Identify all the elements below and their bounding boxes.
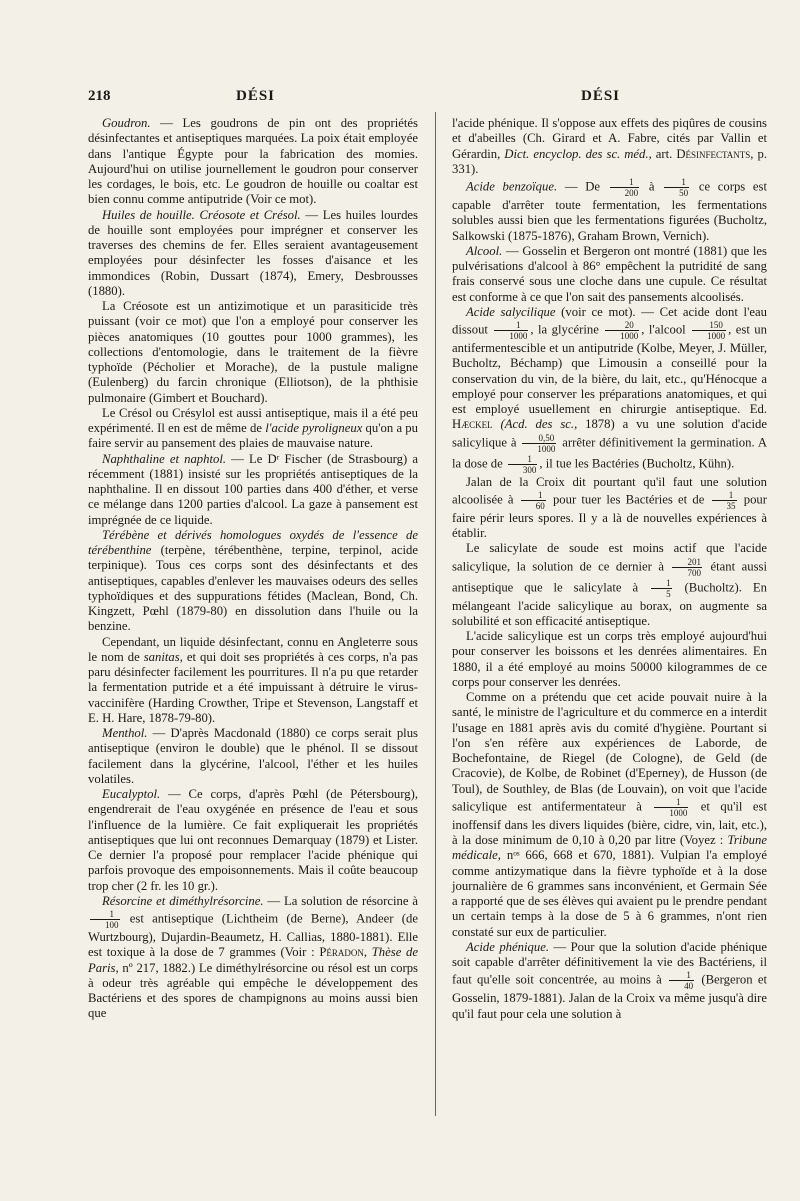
fraction (664, 177, 689, 198)
entry-naphthaline (88, 452, 418, 528)
entry-term: Résorcine et diméthylrésorcine. (102, 893, 264, 908)
entry-term: l'acide pyroligneux (265, 421, 363, 435)
fraction-numerator: 201 (672, 557, 702, 568)
paragraph-text: l'acide phénique. Il s'oppose aux effets des piqûres de cousins et d'abeilles (Ch. Girard et A. Fabre, cités par Vallin et Gérardin, (452, 116, 767, 161)
fraction (651, 578, 672, 599)
entry-term: Eucalyptol. (102, 787, 161, 801)
entry-text: — Pour que la solution d'acide phénique soit capable d'arrêter définitivement la vie des Bactériens, il faut qu'elle soit concentrée, au moins à (452, 939, 767, 987)
fraction (521, 490, 546, 511)
paragraph-cresol (88, 406, 418, 452)
entry-term: Térébène et dérivés homologues oxydés de l'essence de térébenthine (88, 527, 418, 557)
entry-text: — Les huiles lourdes de houille sont employées pour imprégner et conserver les traverses des chemins de fer. Elles seraient avantageusement employées pour désinfecter les fosses d'aisance et les immondices (Robin, Dussart (1874), Emery, Desbrousses (1880). (88, 207, 418, 298)
paragraph-text: qu'on a pu faire servir au pansement des plaies de mauvaise nature. (88, 421, 418, 451)
fraction (605, 320, 639, 341)
paragraph-text: Le salicylate de soude est moins actif que l'acide salicylique, la solution de ce dernier à (452, 541, 767, 573)
entry-text: arrêter définitivement la germination. A la dose de (452, 434, 767, 470)
fraction-denominator: 5 (666, 588, 671, 599)
paragraph-creosote: La Créosote est un antizimotique et un parasiticide très puissant (voir ce mot) que l'on a employé pour conserver les pièces anatomiques (10 gouttes pour 1000 grammes), les collections d'entomologie, dans le traitement de la fièvre typhoïde (Pécholier et Morache), de la pustule maligne (Eulenberg) du farcin chronique (Elliotson), de la phthisie pulmonaire (Gimbert et Bouchard). (88, 299, 418, 405)
entry-term: Menthol. (102, 726, 148, 740)
entry-term: Goudron. (102, 116, 151, 130)
running-head-left: DÉSI (236, 88, 276, 104)
fraction-denominator: 100 (105, 920, 119, 930)
entry-term: sanitas (143, 649, 180, 664)
entry-text: , il tue les Bactéries (Bucholtz, Kühn). (539, 455, 735, 470)
paragraph-salicylate-soude (452, 541, 767, 629)
entry-text: (voir ce mot). — Cet acide dont l'eau dissout (452, 304, 767, 337)
entry-term: Naphthaline et naphtol. (102, 451, 227, 466)
entry-text: (Bergeron et Gosselin, 1879-1881). Jalan de la Croix va même jusqu'à dire qu'il faut pour cela une solution à (452, 972, 768, 1021)
fraction (669, 970, 694, 991)
entry-text: , nº 217, 1882.) Le diméthylrésorcine ou résol est un corps à odeur très agréable qui empêche le développement des Bactériens et des spores de champignons au moins aussi bien que (88, 960, 418, 1021)
reference-title: Dict. encyclop. des sc. méd. (504, 146, 649, 161)
fraction-numerator: 20 (605, 320, 639, 331)
entry-text: — La solution de résorcine à (263, 893, 418, 908)
fraction-denominator: 1000 (537, 443, 556, 454)
fraction (508, 454, 538, 475)
entry-text: (terpène, térébenthène, terpine, terpinol, acide terpinique). Tous ces corps sont des désinfectants et des antiseptiques, capables d'enlever les mauvaises odeurs des selles typhoïdiques et des suppurations fétides (Maclean, Bond, Ch. Kingzett, Pœhl (1879-80) en dissolution dans l'huile ou la benzine. (88, 543, 418, 634)
right-column (452, 116, 767, 1022)
entry-text: , 1878) a vu une solution d'acide salicylique à (452, 417, 767, 449)
paragraph-text: Comme on a prétendu que cet acide pouvait nuire à la santé, le ministre de l'agriculture et du commerce en a interdit l'usage en 1881 après avis du comité d'hygiène. Pourtant si l'on s'en réfère aux expériences de Laborde, de Bochefontaine, de Riegel (de Cologne), de Geld (de Cracovie), de Kolbe, de Robinet (d'Eperney), de Husson (de Toul), de Southley, de Blas (de Louvain), on voit que l'acide salicylique est antifermentateur à (452, 690, 767, 814)
entry-resorcine (88, 894, 418, 1022)
entry-text: — De (557, 179, 608, 194)
fraction (712, 490, 737, 511)
fraction-numerator: 1 (494, 320, 528, 331)
fraction (654, 797, 688, 818)
fraction-denominator: 700 (687, 567, 701, 578)
fraction-numerator: 1 (90, 909, 120, 920)
entry-text: — Les goudrons de pin ont des propriétés désinfectantes et antiseptiques marquées. La poix était employée dans l'antique Égypte pour la fabrication des momies. Aujourd'hui on utilise journellement le goudron pour conserver les cordages, le bois, etc. Le goudron de houille ou coaltar est bien connu comme antiputride (Voir ce mot). (88, 116, 418, 207)
fraction (522, 433, 556, 454)
entry-alcool (452, 244, 767, 305)
entry-term: Alcool. (466, 243, 503, 258)
entry-term: Acide benzoïque. (466, 179, 558, 194)
fraction-numerator: 1 (651, 578, 672, 589)
entry-term: Acide salycilique (466, 304, 556, 319)
entry-text: — Gosselin et Bergeron ont montré (1881) que les pulvérisations d'alcool à 86° empêchent la putridité de sang frais conservé sous une cloche dans une cupule. Ce résultat est conforme à ce que l'on sait des pansements alcoolisés. (452, 243, 767, 304)
entry-text: , l'alcool (641, 322, 691, 337)
paragraph-text: Jalan de la Croix dit pourtant qu'il faut une solution alcoolisée à (452, 474, 767, 507)
fraction (672, 557, 702, 578)
entry-text: , est un antifermentescible et un antiputride (Kolbe, Meyer, J. Müller, Bucholtz, Béchamp) que Limousin a conseillé pour la conservation du vin, de la bière, du lait, etc., qu'Hénocque a employé pour conserver les préparations anatomiques, et qui est employé usuellement en chirurgie antiseptique. Ed. (452, 322, 767, 416)
fraction (494, 320, 528, 341)
fraction (610, 177, 640, 198)
fraction-denominator: 40 (684, 981, 694, 992)
paragraph-text: pour faire périr leurs spores. Il y a là de nouvelles expériences à établir. (452, 492, 767, 540)
fraction-denominator: 200 (624, 188, 639, 198)
fraction-numerator: 1 (508, 454, 538, 465)
paragraph-text: , p. 331). (452, 146, 767, 176)
fraction-numerator: 1 (610, 177, 640, 188)
author-name: Hæckel (452, 417, 493, 432)
entry-eucalyptol (88, 787, 418, 894)
paragraph-text: étant aussi antiseptique que le salicylate à (452, 558, 767, 594)
fraction (90, 909, 120, 930)
reference-title: , Thèse de Paris (88, 945, 419, 975)
fraction-numerator: 1 (669, 970, 694, 981)
paragraph-continuation (452, 116, 767, 177)
running-head-right: DÉSI (581, 88, 621, 104)
fraction-numerator: 1 (712, 490, 737, 501)
entry-term: Huiles de houille. Créosote et Crésol. (102, 207, 301, 222)
fraction-numerator: 1 (664, 177, 689, 188)
paragraph-sanitas (88, 635, 418, 727)
page-header (0, 88, 800, 108)
fraction (692, 320, 726, 341)
paragraph-text: , nᵒˢ 666, 668 et 670, 1881). Vulpian l'a employé comme antizymatique dans la fièvre typhoïde et à la dose journalière de 6 grammes sans inconvénient, et Germain Sée a rapporté que de ses élèves qui avaient pu le prendre pendant un certain temps à la dose de 5 à 6 grammes, n'ont rien constaté sur eux de particulier. (452, 848, 767, 939)
entry-acide-benzoique (452, 177, 767, 244)
entry-menthol (88, 726, 418, 787)
fraction-numerator: 1 (654, 797, 688, 808)
reference-title: (Acd. des sc. (492, 417, 575, 432)
entry-goudron (88, 116, 418, 208)
entry-text: , la glycérine (530, 322, 604, 337)
column-divider (435, 112, 436, 1116)
entry-text: — D'après Macdonald (1880) ce corps serait plus antiseptique (environ le double) que le phénol. Il se dissout facilement dans la glycérine, l'alcool, l'éther et les huiles volatiles. (88, 726, 418, 786)
entry-acide-salicylique (452, 305, 767, 475)
paragraph-text: pour tuer les Bactéries et de (547, 492, 710, 507)
entry-text: ce corps est capable d'arrêter toute fermentation, les fermentations solubles aussi bien que les fermentations figurées (Bucholtz, Salkowski (1875-1876), Graham Brown, Vernich). (452, 179, 768, 243)
fraction-denominator: 300 (522, 464, 537, 475)
paragraph-text: , et qui doit ses propriétés à ces corps, n'a pas paru désinfecter facilement les pourritures. Il n'a pu que retarder la fermentation putride et a été impuissant à détruire le virus-vaccinifère (Harding Crowther, Tripe et Stevenson, Langstaff et E. H. Hare, 1878-79-80). (88, 649, 418, 725)
page-number: 218 (88, 88, 111, 104)
fraction-numerator: 1 (521, 490, 546, 501)
entry-text: — Le Dʳ Fischer (de Strasbourg) a récemment (1881) insisté sur les propriétés antiseptiques de la naphthaline. Il en dissout 100 parties dans 400 d'éther, et verse ce mélange dans 1200 parties d'alcool. La gaze à pansement est imprégnée de ce liquide. (88, 451, 418, 527)
paragraph-text: , art. (648, 146, 677, 161)
paragraph-text: Le Crésol ou Crésylol est aussi antiseptique, mais il a été peu expérimenté. Il en est de même de (88, 405, 418, 435)
entry-huiles (88, 208, 418, 300)
reference-title: Tribune médicale (452, 833, 767, 863)
fraction-denominator: 1000 (509, 331, 528, 341)
fraction-numerator: 150 (692, 320, 726, 331)
entry-text: à (641, 179, 663, 194)
entry-text: est antiseptique (Lichtheim (de Berne), Andeer (de Wurtzbourg), Dujardin-Beaumetz, H. Callias, 1880-1881). Elle est toxique à la dose de 7 grammes (Voir : (88, 911, 418, 960)
paragraph-usage: L'acide salicylique est un corps très employé aujourd'hui pour conserver les boissons et les denrées alimentaires. En 1880, il a été employé au moins 50000 kilogrammes de ce corps pour conserver les denrées. (452, 629, 767, 689)
fraction-denominator: 1000 (620, 331, 639, 341)
left-column (88, 116, 418, 1022)
fraction-denominator: 50 (679, 188, 689, 198)
author-name: Péradon (319, 945, 364, 960)
paragraph-jalan (452, 475, 767, 542)
fraction-numerator: 0,50 (522, 433, 556, 444)
entry-term: Acide phénique. (466, 939, 549, 954)
entry-acide-phenique (452, 940, 767, 1022)
entry-text: — Ce corps, d'après Pœhl (de Pétersbourg), engendrerait de l'eau oxygénée en présence de l'eau et sous l'influence de la lumière. Ce fait expliquerait les propriétés antiseptiques que lui ont reconnues Demarquay (1879) et Lister. Ce dernier l'a proposé pour remplacer l'acide phénique qui parfois provoque des empoisonnements. Mais il coûte beaucoup trop cher (2 fr. les 10 gr.). (88, 787, 418, 893)
paragraph-hygiene (452, 690, 767, 940)
fraction-denominator: 1000 (707, 331, 726, 341)
paragraph-text: Cependant, un liquide désinfectant, connu en Angleterre sous le nom de (88, 634, 418, 664)
fraction-denominator: 1000 (669, 807, 688, 818)
paragraph-text: et qu'il est inoffensif dans les divers liquides (bière, cidre, vin, lait, etc.), à la dose minimum de 0,10 à 0,20 par litre (Voyez : (452, 799, 767, 847)
fraction-denominator: 35 (726, 500, 736, 511)
fraction-denominator: 60 (535, 500, 545, 511)
paragraph-text: (Bucholtz). En mélangeant l'acide salicylique au borax, on augmente sa solubilité et son efficacité antiseptique. (452, 579, 767, 628)
entry-terebene (88, 528, 418, 635)
cross-reference: Désinfectants (676, 146, 751, 161)
